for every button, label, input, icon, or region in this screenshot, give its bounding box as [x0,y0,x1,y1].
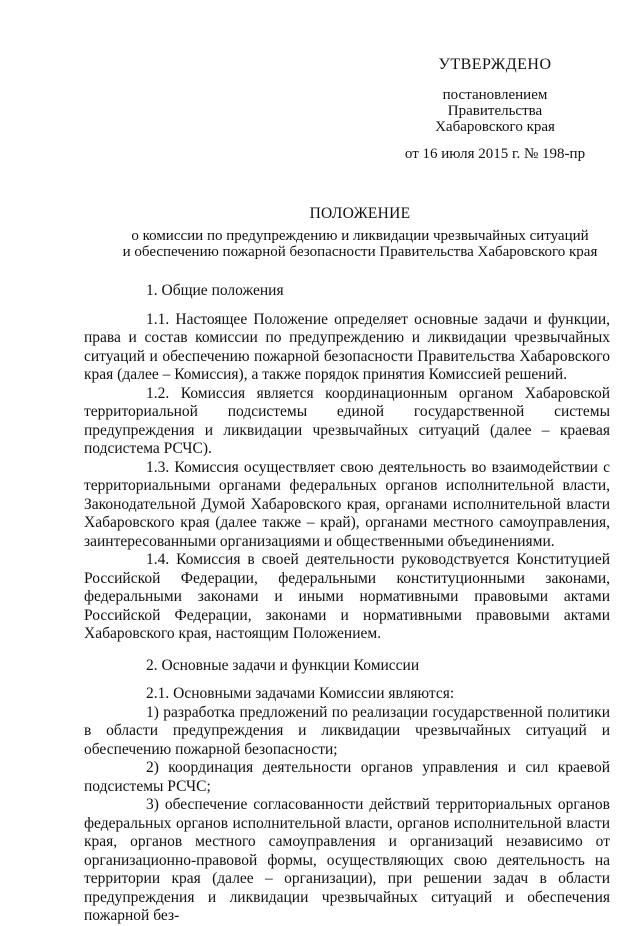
document-title: ПОЛОЖЕНИЕ [309,205,411,222]
approval-line: постановлением [442,86,548,103]
paragraph: 1.3. Комиссия осуществляет свою деятельность во взаимодействии с территориальными органами федеральных органов исполнительной власти, Законодательной Думой Хабаровского края, органами исполнительной власти Хабаровского края (далее также – край), органами местного самоуправления, заинтересованными организациями и общественными объединениями. [84,458,610,550]
paragraph: 1.4. Комиссия в своей деятельности руководствуется Конституцией Российской Федерации, федеральными конституционными законами, федеральными законами и иными нормативными правовыми актами Российской Федерации, законами и нормативными правовыми актами Хабаровского края, настоящим Положением. [84,551,610,642]
approval-line: Хабаровского края [435,118,555,135]
section-heading: 2. Основные задачи и функции Комиссии [146,656,420,674]
approval-date: от 16 июля 2015 г. № 198-пр [404,145,586,162]
paragraph: 2.1. Основными задачами Комиссии являются: [146,685,455,702]
paragraph: 3) обеспечение согласованности действий территориальных органов федеральных органов исполнительной власти, органов исполнительной власти края, органов местного самоуправления и организаций независимо от организационно-правовой формы, осуществляющих свою деятельность на территории края (далее – организации), при решении задач в области предупреждения и ликвидации чрезвычайных ситуаций и обеспечения пожарной без- [84,796,610,924]
document-title-block [100,205,620,260]
section-heading: 1. Общие положения [146,282,284,299]
paragraph: 2) координация деятельности органов управления и сил краевой подсистемы РСЧС; [84,759,610,795]
document-subtitle-line: о комиссии по предупреждению и ликвидации чрезвычайных ситуаций [131,227,589,244]
approval-line: Правительства [447,102,543,119]
paragraph: 1.2. Комиссия является координационным органом Хабаровской территориальной подсистемы единой государственной системы предупреждения и ликвидации чрезвычайных ситуаций (далее – краевая подсистема РСЧС). [84,384,610,457]
document-body [84,282,610,926]
document-subtitle-line: и обеспечению пожарной безопасности Правительства Хабаровского края [122,243,598,260]
approval-stamp: УТВЕРЖДЕНО [438,56,552,73]
paragraph: 1.1. Настоящее Положение определяет основные задачи и функции, права и состав комиссии по предупреждению и ликвидации чрезвычайных ситуаций и обеспечению пожарной безопасности Правительства Хабаровского края (далее – Комиссия), а также порядок принятия Комиссией решений. [84,310,610,383]
approval-block [390,56,600,163]
paragraph: 1) разработка предложений по реализации государственной политики в области предупреждения и ликвидации чрезвычайных ситуаций и обеспечению пожарной безопасности; [84,703,610,758]
